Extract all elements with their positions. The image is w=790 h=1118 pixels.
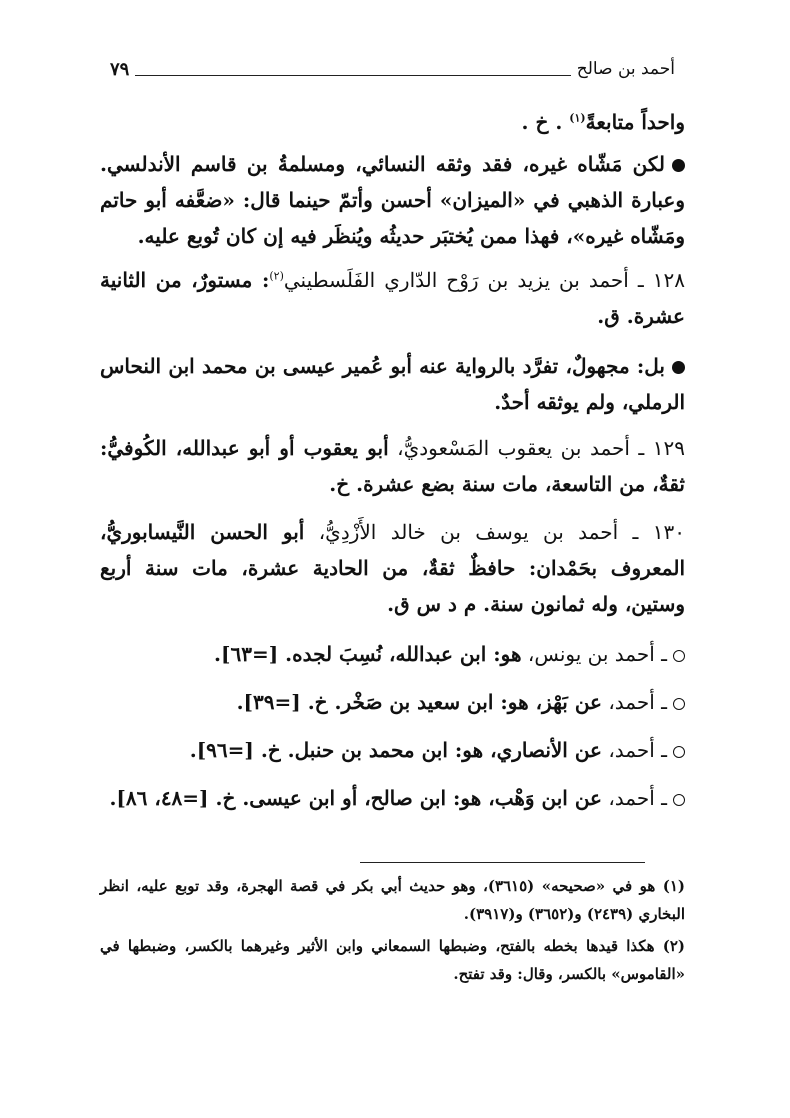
- footnote-2: (٢) هكذا قيدها بخطه بالفتح، وضبطها السمعاني وابن الأثير وغيرهما بالكسر، وضبطها في «القاموس» بالكسر، وقال: وقد تفتح.: [100, 937, 685, 983]
- comment-text-2: بل: مجهولٌ، تفرَّد بالرواية عنه أبو عُمير عيسى بن محمد ابن النحاس الرملي، ولم يوثقه أحدٌ.: [100, 354, 685, 414]
- entry-129-rest: أبو يعقوب أو أبو عبدالله، الكُوفيُّ: ثقةٌ، من التاسعة، مات سنة بضع عشرة. خ.: [100, 436, 685, 496]
- header-rule: [135, 63, 570, 76]
- cross-ref-2: ـ أحمد، عن بَهْز، هو: ابن سعيد بن صَخْر. خ. [=٣٩].: [100, 684, 685, 720]
- footnote-ref-1: (١): [569, 111, 586, 125]
- cross-ref-4: ـ أحمد، عن ابن وَهْب، هو: ابن صالح، أو ابن عيسى. خ. [=٤٨، ٨٦].: [100, 780, 685, 816]
- page-number: ٧٩: [110, 58, 130, 80]
- cross-ref-list: [100, 636, 685, 816]
- entry-128-grade: : مستورٌ، من الثانية عشرة. ق.: [100, 268, 685, 328]
- footnotes: [100, 872, 685, 988]
- entry-129-name: ١٢٩ ـ أحمد بن يعقوب المَسْعوديُّ،: [388, 436, 685, 460]
- bullet-icon: [672, 361, 685, 374]
- running-title: أحمد بن صالح: [576, 59, 675, 79]
- footnote-separator: [360, 862, 645, 863]
- circle-icon: [673, 650, 685, 662]
- page-header: [110, 52, 675, 86]
- circle-icon: [673, 794, 685, 806]
- cross-ref-1: ـ أحمد بن يونس، هو: ابن عبدالله، نُسِبَ لجده. [=٦٣].: [100, 636, 685, 672]
- footnote-ref-2: (٢): [269, 269, 284, 283]
- main-text: [100, 104, 685, 140]
- cross-ref-3: ـ أحمد، عن الأنصاري، هو: ابن محمد بن حنبل. خ. [=٩٦].: [100, 732, 685, 768]
- comment-block-2: [100, 348, 685, 420]
- line-continuation: واحداً متابعةً$^{(١)}$ . خ .: [521, 110, 685, 134]
- entry-130-rest: أبو الحسن النَّيسابوريُّ، المعروف بحَمْدان: حافظٌ ثقةٌ، من الحادية عشرة، مات سنة أربع وستين، وله ثمانون سنة. م د س ق.: [100, 520, 685, 616]
- entry-128-name: ١٢٨ ـ أحمد بن يزيد بن رَوْح الدّاري الفَلَسطيني: [283, 268, 685, 292]
- entry-128: [100, 262, 685, 334]
- entry-129: [100, 430, 685, 502]
- entry-130-name: ١٣٠ ـ أحمد بن يوسف بن خالد الأَزْدِيُّ،: [304, 520, 685, 544]
- bullet-icon: [672, 159, 685, 172]
- comment-text-1: لكن مَشّاه غيره، فقد وثقه النسائي، ومسلمةُ بن قاسم الأندلسي. وعبارة الذهبي في «الميزان» أحسن وأتمّ حينما قال: «ضعَّفه أبو حاتم ومَشّاه غيره»، فهذا ممن يُختبَر حديثُه ويُنظَر فيه إن كان تُوبع عليه.: [100, 152, 685, 248]
- entry-130: [100, 514, 685, 622]
- circle-icon: [673, 698, 685, 710]
- comment-block-1: [100, 146, 685, 254]
- footnote-1: (١) هو في «صحيحه» (٣٦١٥)، وهو حديث أبي بكر في قصة الهجرة، وقد توبع عليه، انظر البخاري (٢٤٣٩) و(٣٦٥٢) و(٣٩١٧).: [100, 877, 685, 923]
- circle-icon: [673, 746, 685, 758]
